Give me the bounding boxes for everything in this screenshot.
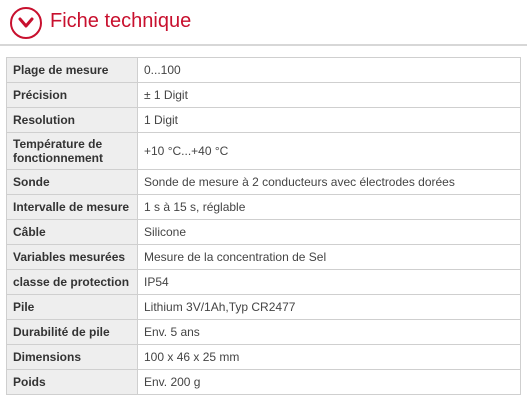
- spec-label: Intervalle de mesure: [7, 195, 138, 220]
- spec-label: Poids: [7, 370, 138, 395]
- spec-value: 1 Digit: [138, 108, 521, 133]
- spec-value: 100 x 46 x 25 mm: [138, 345, 521, 370]
- table-row: [7, 295, 521, 320]
- spec-label: Câble: [7, 220, 138, 245]
- table-row: [7, 83, 521, 108]
- header-divider: [0, 44, 527, 46]
- table-row: [7, 320, 521, 345]
- spec-label: Température de fonctionnement: [7, 133, 138, 170]
- spec-label: Plage de mesure: [7, 58, 138, 83]
- spec-label: Variables mesurées: [7, 245, 138, 270]
- spec-label: Dimensions: [7, 345, 138, 370]
- table-row: [7, 58, 521, 83]
- spec-value: Silicone: [138, 220, 521, 245]
- spec-value: Env. 5 ans: [138, 320, 521, 345]
- spec-label: Durabilité de pile: [7, 320, 138, 345]
- table-row: [7, 270, 521, 295]
- spec-value: Mesure de la concentration de Sel: [138, 245, 521, 270]
- section-header[interactable]: [0, 0, 527, 46]
- table-row: [7, 170, 521, 195]
- spec-value: +10 °C...+40 °C: [138, 133, 521, 170]
- spec-label: Précision: [7, 83, 138, 108]
- spec-label: Pile: [7, 295, 138, 320]
- table-row: [7, 220, 521, 245]
- spec-label: Resolution: [7, 108, 138, 133]
- spec-table: [6, 57, 521, 395]
- spec-value: Env. 200 g: [138, 370, 521, 395]
- table-row: [7, 108, 521, 133]
- spec-value: IP54: [138, 270, 521, 295]
- chevron-down-icon[interactable]: [10, 7, 42, 39]
- spec-value: Lithium 3V/1Ah,Typ CR2477: [138, 295, 521, 320]
- table-row: [7, 195, 521, 220]
- spec-value: 0...100: [138, 58, 521, 83]
- table-row: [7, 245, 521, 270]
- spec-value: 1 s à 15 s, réglable: [138, 195, 521, 220]
- section-title[interactable]: Fiche technique: [50, 10, 192, 32]
- spec-label: Sonde: [7, 170, 138, 195]
- table-row: [7, 133, 521, 170]
- spec-label: classe de protection: [7, 270, 138, 295]
- spec-value: Sonde de mesure à 2 conducteurs avec électrodes dorées: [138, 170, 521, 195]
- table-row: [7, 345, 521, 370]
- spec-value: ± 1 Digit: [138, 83, 521, 108]
- table-row: [7, 370, 521, 395]
